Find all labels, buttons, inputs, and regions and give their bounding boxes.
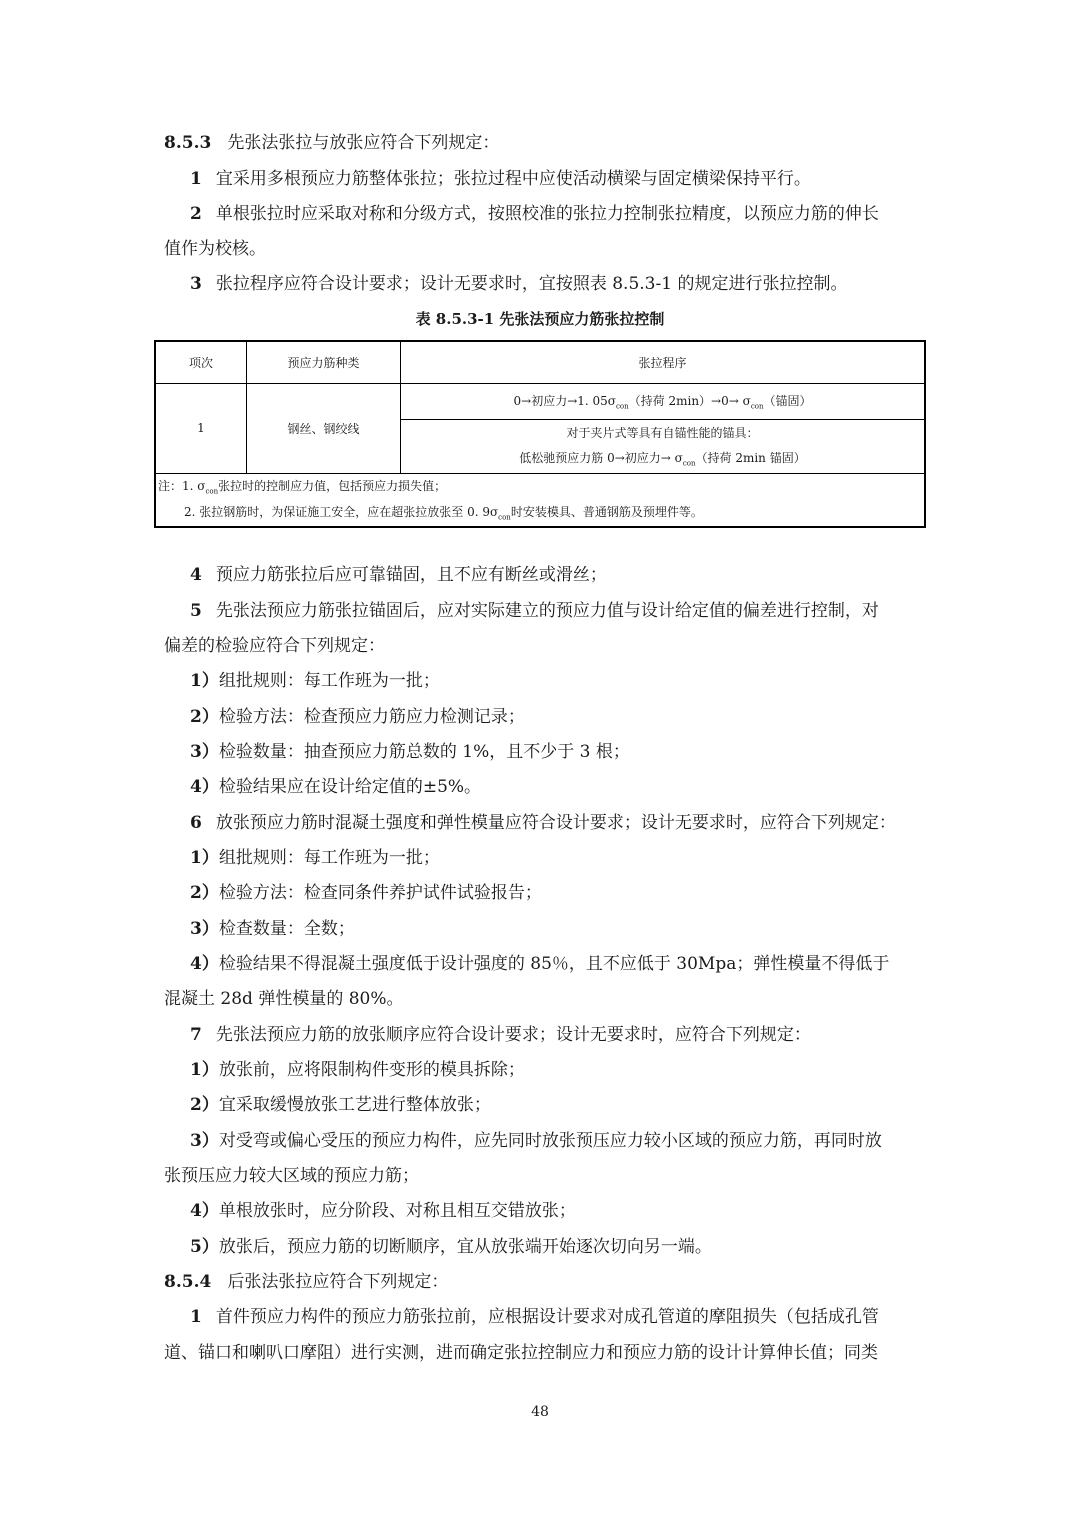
table-cell: 1 — [155, 383, 247, 473]
paragraph-6: 6 放张预应力筋时混凝土强度和弹性模量应符合设计要求；设计无要求时，应符合下列规定： — [190, 813, 896, 833]
table-header: 张拉程序 — [401, 341, 926, 383]
table-cell-procedure-2: 对于夹片式等具有自锚性能的锚具： 低松驰预应力筋 0→初应力→ $\sigma_{con}$（持荷 2min 锚固） — [401, 419, 926, 473]
item-6-1: 1）组批规则：每工作班为一批； — [190, 848, 440, 868]
item-6-3: 3）检查数量：全数； — [190, 919, 355, 939]
item-7-4: 4）单根放张时，应分阶段、对称且相互交错放张； — [190, 1201, 576, 1221]
item-5-1: 1）组批规则：每工作班为一批； — [190, 671, 440, 691]
item-6-4-cont: 混凝土 28d 弹性模量的 80%。 — [164, 989, 404, 1009]
item-7-2: 2）宜采取缓慢放张工艺进行整体放张； — [190, 1095, 491, 1115]
table-header: 项次 — [155, 341, 247, 383]
tension-control-table — [154, 340, 926, 528]
table-cell-procedure-1: 0→初应力→1. $05\sigma_{con}$（持荷 $2\min)\to 0\to \sigma_{con}$（锚固） — [401, 383, 926, 419]
item-7-5: 5）放张后，预应力筋的切断顺序，宜从放张端开始逐次切向另一端。 — [190, 1237, 712, 1257]
paragraph-4: 4 预应力筋张拉后应可靠锚固，且不应有断丝或滑丝； — [190, 565, 607, 585]
table-note-2: 2. 张拉钢筋时，为保证施工安全，应在超张拉放张至 0. $9\sigma_{con}$时安装模具、普通钢筋及预埋件等。 — [155, 500, 925, 527]
paragraph-2-cont: 值作为校核。 — [164, 239, 266, 259]
paragraph-5: 5 先张法预应力筋张拉锚固后，应对实际建立的预应力值与设计给定值的偏差进行控制，对 — [190, 601, 879, 621]
paragraph-854-1: 1 首件预应力构件的预应力筋张拉前，应根据设计要求对成孔管道的摩阻损失（包括成孔管 — [190, 1307, 879, 1327]
paragraph-3: 3 张拉程序应符合设计要求；设计无要求时，宜按照表 8.5.3-1 的规定进行张拉控制。 — [190, 274, 848, 294]
table-note-1: 注：1. $\sigma_{con}$张拉时的控制应力值，包括预应力损失值； — [155, 473, 925, 500]
paragraph-5-cont: 偏差的检验应符合下列规定： — [164, 636, 385, 656]
item-5-4: 4）检验结果应在设计给定值的±5%。 — [190, 777, 482, 797]
paragraph-2: 2 单根张拉时应采取对称和分级方式，按照校准的张拉力控制张拉精度，以预应力筋的伸长 — [190, 204, 879, 224]
table-title: 表 8.5.3-1 先张法预应力筋张拉控制 — [415, 310, 665, 328]
section-853 — [0, 132, 1080, 154]
table-header: 预应力筋种类 — [247, 341, 401, 383]
section-number: 8.5.3 — [164, 133, 212, 153]
item-7-1: 1）放张前，应将限制构件变形的模具拆除； — [190, 1060, 525, 1080]
section-heading: 先张法张拉与放张应符合下列规定： — [227, 133, 500, 153]
item-6-2: 2）检验方法：检查同条件养护试件试验报告； — [190, 883, 542, 903]
item-7-3: 3）对受弯或偏心受压的预应力构件，应先同时放张预压应力较小区域的预应力筋，再同时放 — [190, 1131, 882, 1151]
page-number: 48 — [531, 1404, 549, 1420]
section-854 — [0, 1271, 1080, 1293]
item-6-4: 4）检验结果不得混凝土强度低于设计强度的 85％，且不应低于 30Mpa；弹性模量不得低于 — [190, 954, 890, 974]
paragraph-7: 7 先张法预应力筋的放张顺序应符合设计要求；设计无要求时，应符合下列规定： — [190, 1025, 811, 1045]
table-cell: 钢丝、钢绞线 — [247, 383, 401, 473]
section-heading: 后张法张拉应符合下列规定： — [227, 1272, 449, 1292]
section-number: 8.5.4 — [164, 1272, 212, 1292]
paragraph-854-1-cont: 道、锚口和喇叭口摩阻）进行实测，进而确定张拉控制应力和预应力筋的设计计算伸长值；同类 — [164, 1343, 878, 1363]
item-7-3-cont: 张预压应力较大区域的预应力筋； — [164, 1166, 419, 1186]
paragraph-1: 1 宜采用多根预应力筋整体张拉；张拉过程中应使活动横梁与固定横梁保持平行。 — [190, 169, 811, 189]
item-5-3: 3）检验数量：抽查预应力筋总数的 1%，且不少于 3 根； — [190, 742, 630, 762]
item-5-2: 2）检验方法：检查预应力筋应力检测记录； — [190, 707, 525, 727]
